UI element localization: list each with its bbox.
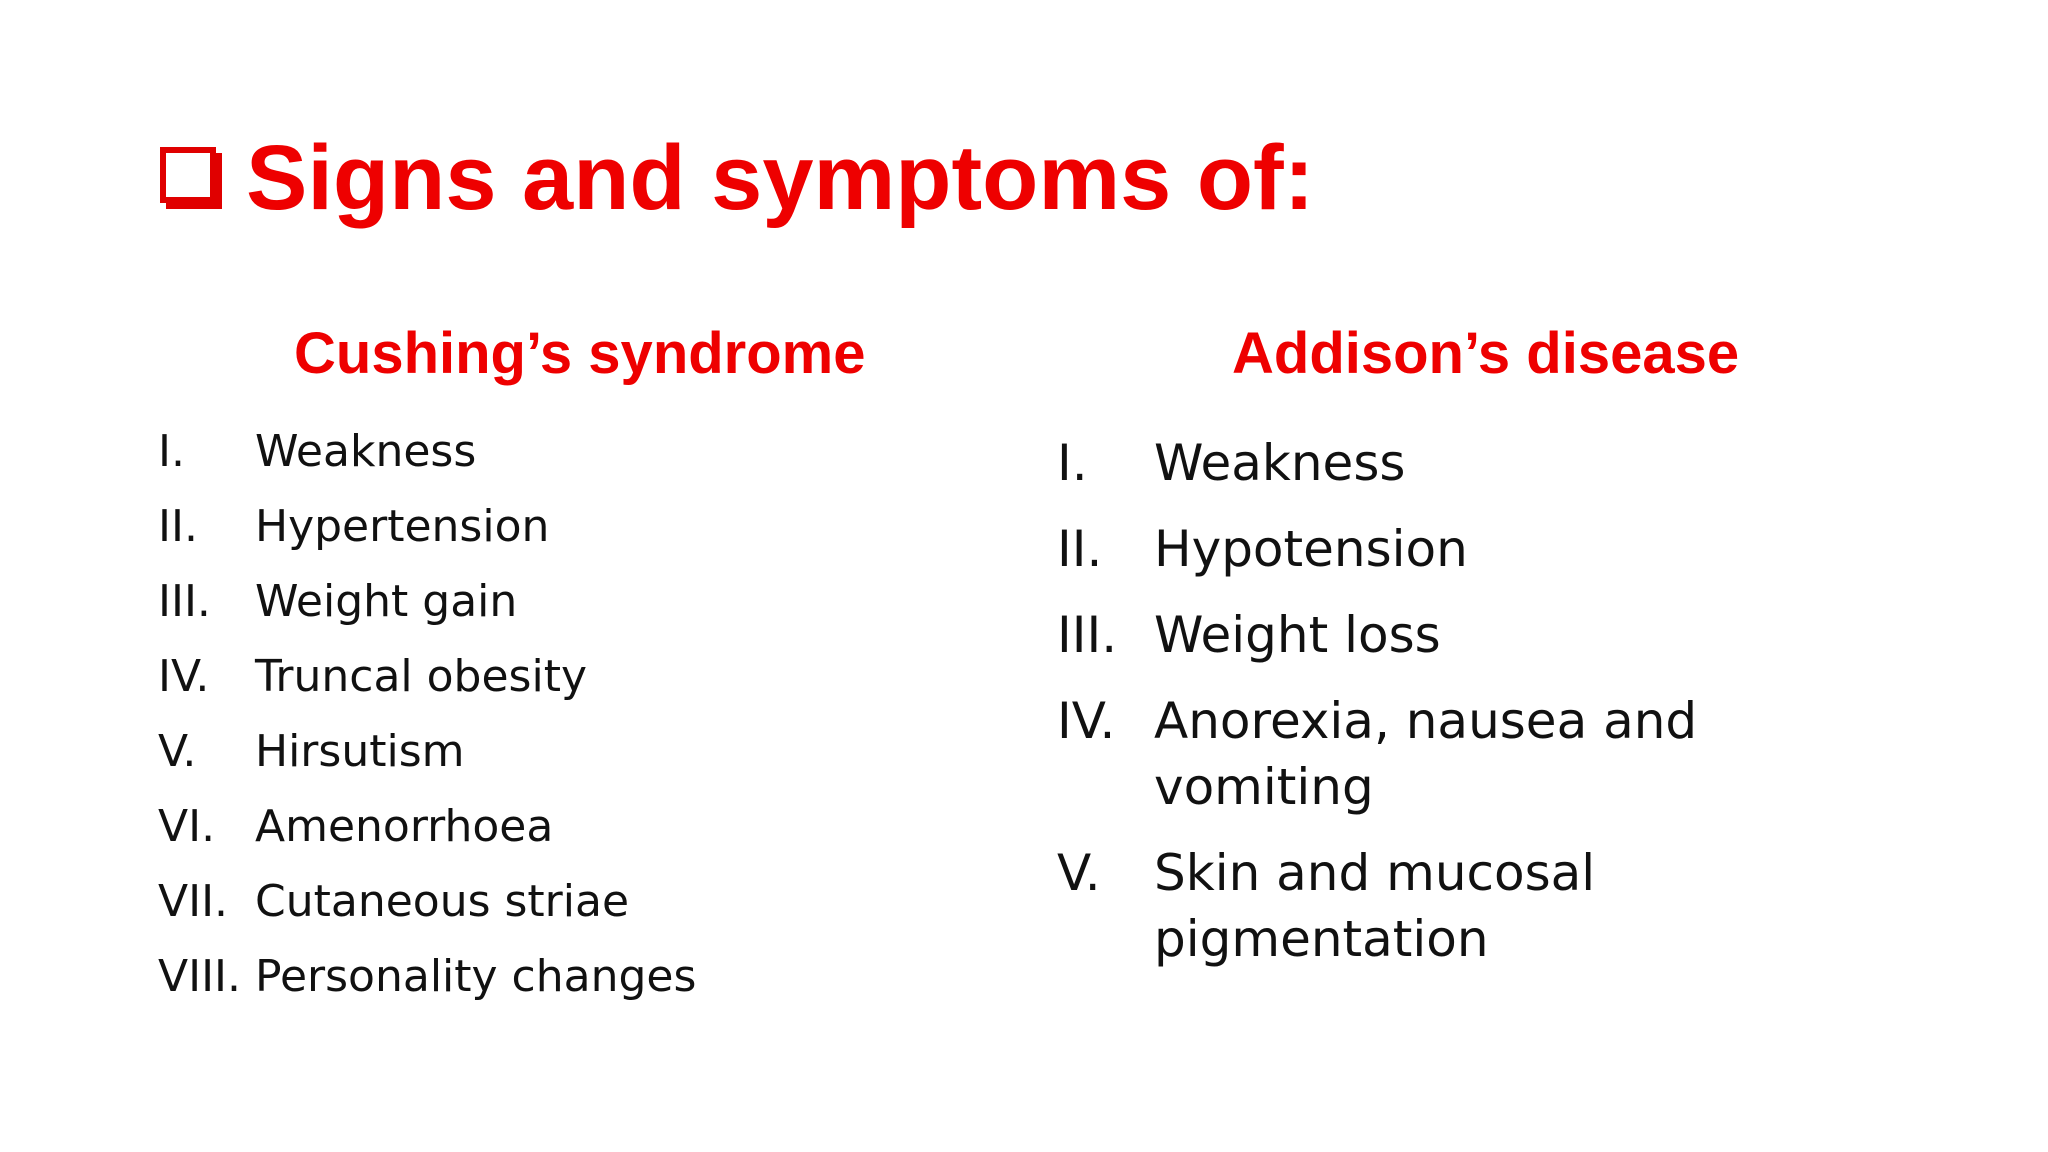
list-item-number: VII. [158,876,229,927]
list-item [158,424,696,499]
list-item-text: Cutaneous striae [255,876,630,927]
list-item-text: Hypotension [1154,520,1468,578]
cushings-heading: Cushing’s syndrome [294,321,866,386]
list-item [158,574,696,649]
list-item [1057,688,1714,820]
list-item-text: Truncal obesity [255,651,587,702]
list-item-number: IV. [158,651,210,702]
checkbox-bullet-icon [160,147,222,209]
list-item-text: Personality changes [255,951,697,1002]
slide-title-row [160,118,1314,238]
list-item-text: Skin and mucosal pigmentation [1154,844,1596,968]
list-item-number: V. [158,726,197,777]
list-item-text: Anorexia, nausea and vomiting [1154,692,1698,816]
list-item [1057,840,1714,972]
list-item [158,799,696,874]
list-item [158,874,696,949]
list-item-text: Amenorrhoea [255,801,554,852]
list-item-number: VIII. [158,951,242,1002]
list-item-number: III. [1057,606,1118,664]
list-item-number: VI. [158,801,216,852]
list-item [1057,430,1714,496]
list-item-text: Weight loss [1154,606,1441,664]
list-item [1057,516,1714,582]
cushings-symptom-list [158,424,696,1024]
list-item-number: I. [1057,434,1088,492]
list-item [158,724,696,799]
list-item-text: Weight gain [255,576,518,627]
addisons-symptom-list [1057,430,1714,992]
list-item-text: Weakness [1154,434,1406,492]
list-item [1057,602,1714,668]
list-item [158,949,696,1024]
addisons-heading: Addison’s disease [1232,321,1740,386]
slide-title: Signs and symptoms of: [246,127,1315,229]
list-item-text: Weakness [255,426,477,477]
list-item-number: III. [158,576,211,627]
list-item-text: Hypertension [255,501,550,552]
list-item [158,499,696,574]
list-item-text: Hirsutism [255,726,465,777]
list-item-number: II. [158,501,198,552]
list-item [158,649,696,724]
list-item-number: II. [1057,520,1103,578]
list-item-number: IV. [1057,692,1116,750]
list-item-number: V. [1057,844,1101,902]
list-item-number: I. [158,426,185,477]
